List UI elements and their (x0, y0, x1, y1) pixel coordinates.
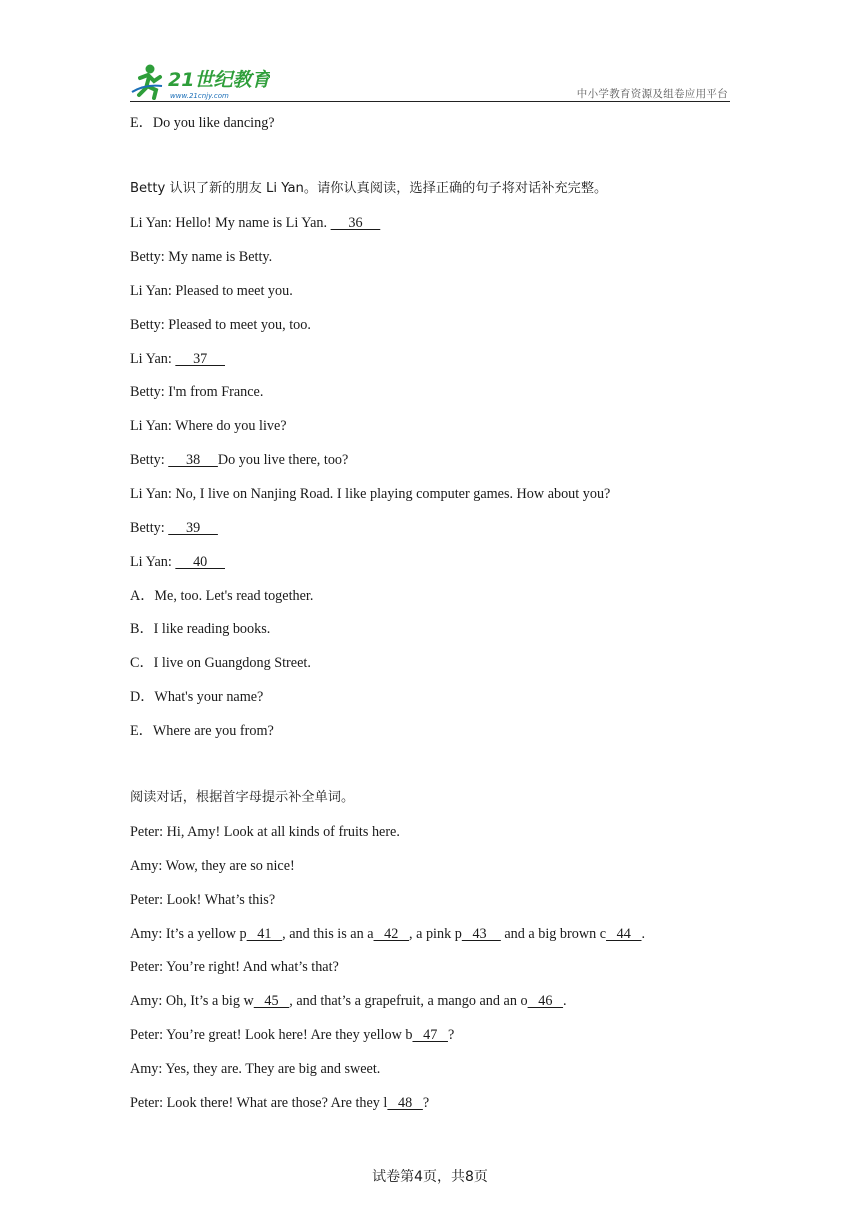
section3-instruction: 阅读对话，根据首字母提示补全单词。 (130, 790, 355, 805)
dialogue-line: Peter: Hi, Amy! Look at all kinds of fruits here. (130, 824, 400, 840)
dialogue-line: Li Yan: Where do you live? (130, 418, 287, 434)
dialogue-line: Peter: Look there! What are those? Are they l 48 ? (130, 1095, 430, 1111)
option-c: C．I live on Guangdong Street. (130, 655, 311, 671)
dialogue-line: Betty: My name is Betty. (130, 249, 273, 265)
dialogue-line: Betty: 39 (130, 520, 218, 536)
page-number-footer: 试卷第4页，共8页 (372, 1169, 488, 1185)
answer-blank-36[interactable]: 36 (330, 215, 381, 231)
answer-blank-43[interactable]: 43 (461, 926, 501, 942)
logo (130, 62, 270, 102)
runner-logo-icon (130, 62, 270, 102)
platform-name: 中小学教育资源及组卷应用平台 (576, 88, 728, 100)
dialogue-line: Betty: 38 Do you live there, too? (130, 452, 349, 468)
answer-blank-47[interactable]: 47 (412, 1027, 448, 1043)
dialogue-line: Li Yan: Hello! My name is Li Yan. 36 (130, 215, 381, 231)
dialogue-line: Li Yan: 40 (130, 554, 225, 570)
dialogue-line: Peter: You’re right! And what’s that? (130, 959, 339, 975)
section2-instruction: Betty 认识了新的朋友 Li Yan。请你认真阅读，选择正确的句子将对话补充完整。 (130, 181, 608, 196)
answer-blank-42[interactable]: 42 (373, 926, 409, 942)
dialogue-line: Betty: I'm from France. (130, 384, 264, 400)
dialogue-line: Peter: Look! What’s this? (130, 892, 276, 908)
answer-blank-37[interactable]: 37 (175, 351, 225, 367)
answer-blank-40[interactable]: 40 (175, 554, 225, 570)
dialogue-line: Li Yan: Pleased to meet you. (130, 283, 293, 299)
answer-blank-38[interactable]: 38 (168, 452, 218, 468)
dialogue-line: Amy: Oh, It’s a big w 45 , and that’s a grapefruit, a mango and an o 46 . (130, 993, 567, 1009)
option-d: D．What's your name? (130, 689, 264, 705)
answer-blank-44[interactable]: 44 (606, 926, 642, 942)
answer-blank-45[interactable]: 45 (253, 993, 290, 1009)
dialogue-line: Li Yan: 37 (130, 351, 225, 367)
option-e-prev: E．Do you like dancing? (130, 115, 275, 131)
option-e: E．Where are you from? (130, 723, 274, 739)
svg-text:www.21cnjy.com: www.21cnjy.com (170, 92, 229, 100)
answer-blank-39[interactable]: 39 (168, 520, 218, 536)
answer-blank-48[interactable]: 48 (387, 1095, 423, 1111)
dialogue-line: Amy: Wow, they are so nice! (130, 858, 295, 874)
dialogue-line: Betty: Pleased to meet you, too. (130, 317, 311, 333)
dialogue-line: Li Yan: No, I live on Nanjing Road. I like playing computer games. How about you? (130, 486, 611, 502)
dialogue-line: Amy: It’s a yellow p 41 , and this is an a 42 , a pink p 43 and a big brown c 44 . (130, 926, 646, 942)
option-b: B．I like reading books. (130, 621, 271, 637)
answer-blank-46[interactable]: 46 (527, 993, 564, 1009)
option-a: A．Me, too. Let's read together. (130, 588, 314, 604)
dialogue-line: Peter: You’re great! Look here! Are they yellow b 47 ? (130, 1027, 455, 1043)
svg-text:21世纪教育: 21世纪教育 (168, 69, 270, 91)
header-divider (130, 101, 730, 102)
answer-blank-41[interactable]: 41 (246, 926, 283, 942)
page-header (130, 62, 730, 102)
dialogue-line: Amy: Yes, they are. They are big and sweet. (130, 1061, 381, 1077)
